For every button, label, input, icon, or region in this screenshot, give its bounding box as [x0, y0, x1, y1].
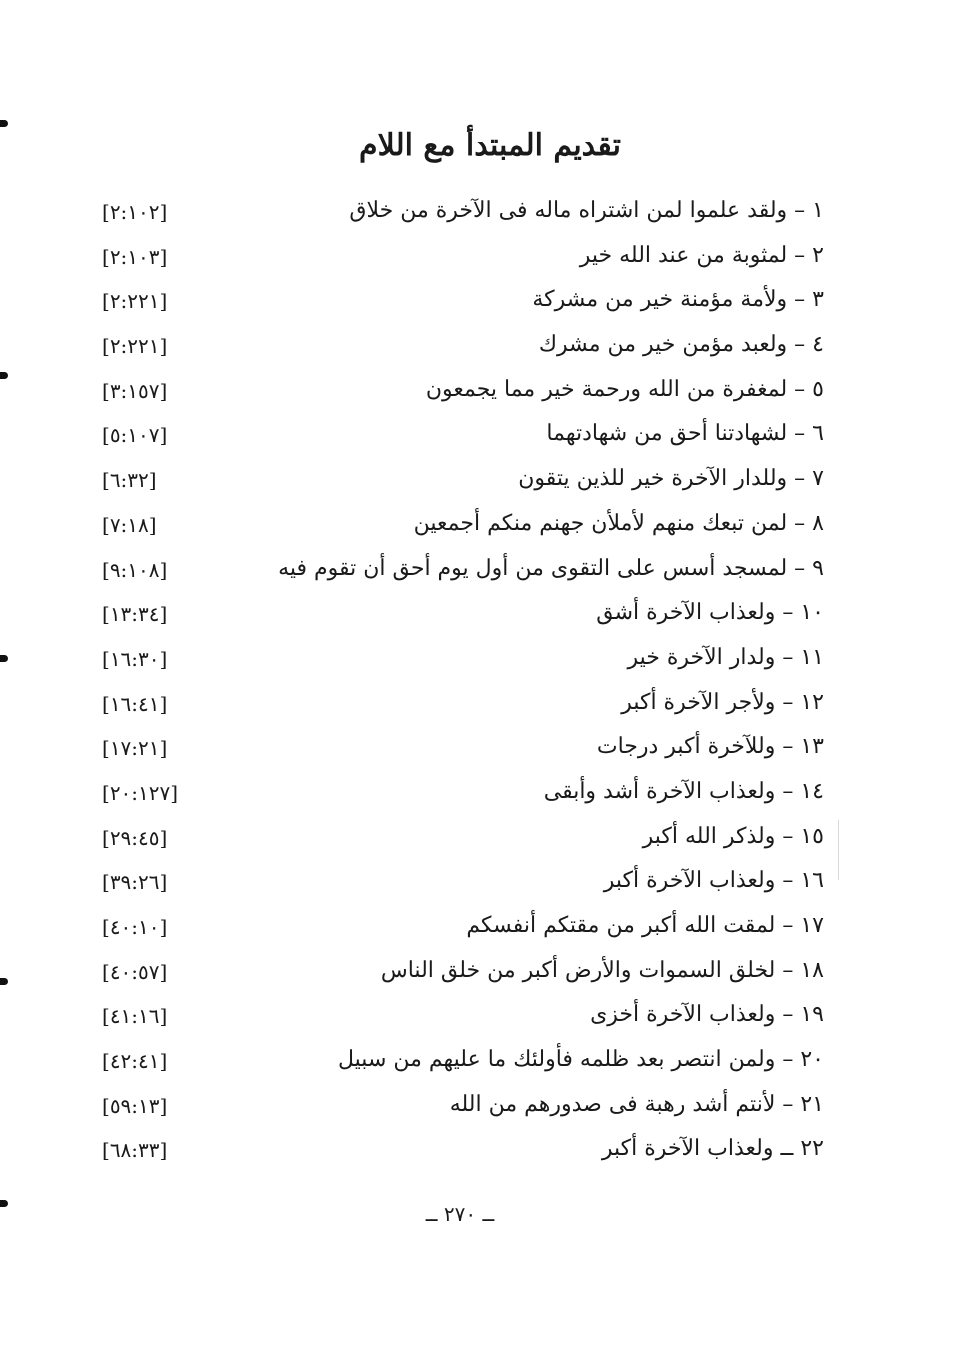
list-item: [0, 682, 959, 727]
verse-reference: [٤١:١٦]: [102, 1004, 168, 1029]
verse-text: ٨ – لمن تبعك منهم لأملأن جهنم منكم أجمعين: [413, 510, 824, 536]
verse-reference: [٦:٣٢]: [102, 468, 157, 493]
list-item: [0, 279, 959, 324]
list-item: [0, 458, 959, 503]
verse-text: ١٩ – ولعذاب الآخرة أخزى: [590, 1002, 824, 1028]
verse-text: ٢٠ – ولمن انتصر بعد ظلمه فأولئك ما عليهم من سبيل: [338, 1047, 824, 1073]
verse-text: ٢٢ ــ ولعذاب الآخرة أكبر: [601, 1136, 824, 1162]
verse-text: ١٣ – وللآخرة أكبر درجات: [596, 734, 824, 760]
list-item: [0, 860, 959, 905]
verse-text: ٧ – وللدار الآخرة خير للذين يتقون: [518, 466, 824, 492]
page-title: تقديم المبتدأ مع اللام: [359, 128, 621, 163]
verse-reference: [٢٩:٤٥]: [102, 825, 168, 850]
verse-text: ٥ – لمغفرة من الله ورحمة خير مما يجمعون: [425, 376, 824, 402]
verse-text: ٦ – لشهادتنا أحق من شهادتهما: [546, 421, 824, 447]
verse-reference: [٢:٢٢١]: [102, 334, 168, 359]
list-item: [0, 1084, 959, 1129]
list-item: [0, 548, 959, 593]
verse-reference: [١٦:٤١]: [102, 691, 168, 716]
verse-text: ١٠ – ولعذاب الآخرة أشق: [596, 600, 824, 626]
list-item: [0, 1128, 959, 1173]
list-item: [0, 771, 959, 816]
verse-reference: [٤٠:١٠]: [102, 915, 168, 939]
verse-text: ٢ – لمثوبة من عند الله خير: [579, 242, 824, 268]
verse-text: ١٨ – لخلق السموات والأرض أكبر من خلق الناس: [380, 957, 824, 983]
verse-text: ١٤ – ولعذاب الآخرة أشد وأبقى: [543, 778, 824, 804]
list-item: [0, 950, 959, 995]
list-item: [0, 994, 959, 1039]
list-item: [0, 369, 959, 414]
list-item: [0, 592, 959, 637]
list-item: [0, 905, 959, 950]
verse-reference: [٥٩:١٣]: [102, 1093, 168, 1118]
verse-text: ١ – ولقد علموا لمن اشتراه ماله فى الآخرة من خلاق: [349, 198, 824, 223]
list-item: [0, 190, 959, 235]
verse-reference: [٢:٢٢١]: [102, 289, 168, 314]
verse-reference: [٦٨:٣٣]: [102, 1138, 168, 1163]
verse-reference: [١٦:٣٠]: [102, 646, 168, 671]
verse-reference: [٧:١٨]: [102, 512, 157, 537]
verse-reference: [٢٠:١٢٧]: [102, 780, 179, 805]
verse-text: ٤ – ولعبد مؤمن خير من مشرك: [538, 332, 824, 358]
list-item: [0, 413, 959, 458]
verse-reference: [٩:١٠٨]: [102, 557, 168, 582]
verse-text: ١٧ – لمقت الله أكبر من مقتكم أنفسكم: [466, 913, 824, 938]
verse-reference: [١٣:٣٤]: [102, 602, 168, 627]
page-number: ــ ٢٧٠ ــ: [425, 1202, 495, 1226]
verse-reference: [١٧:٢١]: [102, 736, 168, 761]
verse-reference: [٤٢:٤١]: [102, 1049, 168, 1074]
verse-reference: [٢:١٠٣]: [102, 244, 168, 269]
verse-text: ١٦ – ولعذاب الآخرة أكبر: [603, 868, 824, 894]
verse-text: ١٢ – ولأجر الآخرة أكبر: [621, 689, 824, 715]
list-item: [0, 816, 959, 861]
list-item: [0, 637, 959, 682]
scan-edge-mark: [0, 1200, 8, 1207]
verse-reference: [٣٩:٢٦]: [102, 870, 168, 895]
verse-text: ١٥ – ولذكر الله أكبر: [642, 823, 824, 849]
verse-text: ٣ – ولأمة مؤمنة خير من مشركة: [532, 287, 824, 313]
list-item: [0, 726, 959, 771]
verse-reference: [٤٠:٥٧]: [102, 959, 168, 984]
verse-text: ١١ – ولدار الآخرة خير: [627, 644, 824, 670]
verse-reference: [٣:١٥٧]: [102, 378, 168, 403]
list-item: [0, 1039, 959, 1084]
verse-text: ٩ – لمسجد أسس على التقوى من أول يوم أحق أن تقوم فيه: [278, 555, 824, 581]
list-item: [0, 235, 959, 280]
verse-list: [0, 190, 959, 1173]
scan-edge-mark: [0, 120, 8, 127]
list-item: [0, 324, 959, 369]
verse-reference: [٥:١٠٧]: [102, 423, 168, 448]
verse-text: ٢١ – لأنتم أشد رهبة فى صدورهم من الله: [449, 1091, 824, 1117]
verse-reference: [٢:١٠٢]: [102, 200, 168, 224]
list-item: [0, 503, 959, 548]
